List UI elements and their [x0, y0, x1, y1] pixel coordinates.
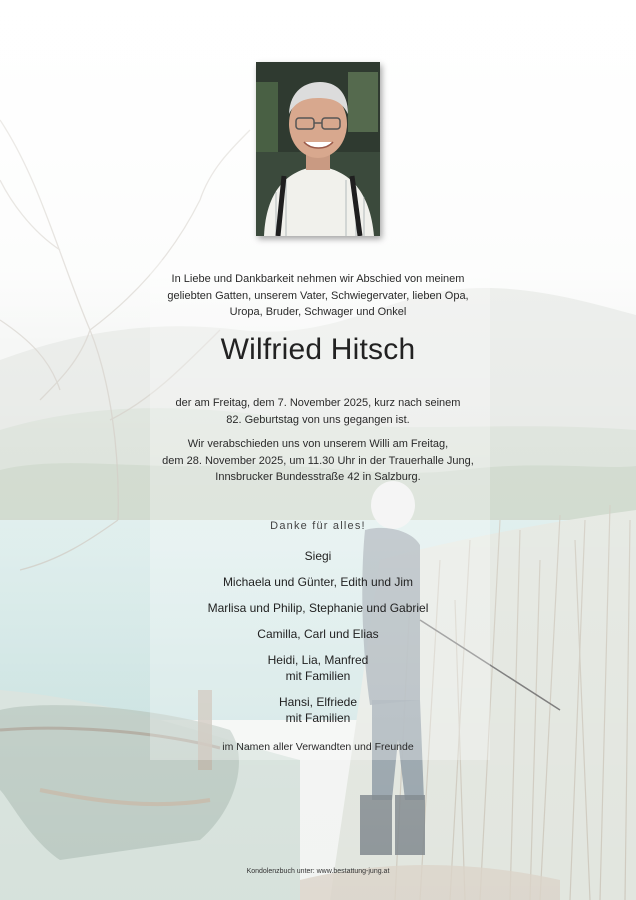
mourner-line: Heidi, Lia, Manfred	[267, 653, 369, 667]
mourner-entry	[0, 548, 636, 564]
thanks-heading: Danke für alles!	[270, 520, 366, 532]
intro-line: Uropa, Bruder, Schwager und Onkel	[229, 306, 407, 318]
death-notice	[0, 395, 636, 428]
funeral-details	[0, 436, 636, 486]
closing-line: im Namen aller Verwandten und Freunde	[222, 741, 414, 753]
deceased-name: Wilfried Hitsch	[220, 333, 416, 366]
mourner-entry	[0, 652, 636, 684]
mourner-line: Marlisa und Philip, Stephanie und Gabriel	[207, 601, 429, 615]
mourner-line: mit Familien	[285, 711, 351, 725]
mourner-line: Camilla, Carl und Elias	[257, 627, 379, 641]
death-line: der am Freitag, dem 7. November 2025, kurz nach seinem	[175, 397, 461, 409]
intro-line: In Liebe und Dankbarkeit nehmen wir Abschied von meinem	[171, 273, 465, 285]
death-line: 82. Geburtstag von uns gegangen ist.	[226, 413, 410, 426]
funeral-line: Wir verabschieden uns von unserem Willi am Freitag,	[187, 438, 449, 450]
portrait-photo	[256, 62, 380, 236]
mourner-entry	[0, 600, 636, 616]
mourner-line: mit Familien	[285, 669, 351, 683]
mourner-entry	[0, 694, 636, 726]
mourner-entry	[0, 574, 636, 590]
condolence-footer: Kondolenzbuch unter: www.bestattung-jung.at	[246, 868, 390, 875]
mourner-line: Michaela und Günter, Edith und Jim	[222, 575, 414, 589]
funeral-line: dem 28. November 2025, um 11.30 Uhr in der Trauerhalle Jung,	[162, 454, 474, 467]
intro-line: geliebten Gatten, unserem Vater, Schwiegervater, lieben Opa,	[167, 289, 469, 302]
intro-text	[0, 271, 636, 321]
mourner-line: Siegi	[304, 549, 332, 563]
mourner-entry	[0, 626, 636, 642]
mourner-line: Hansi, Elfriede	[278, 695, 358, 709]
funeral-line: Innsbrucker Bundesstraße 42 in Salzburg.	[215, 471, 421, 483]
mourners-list	[0, 548, 636, 736]
